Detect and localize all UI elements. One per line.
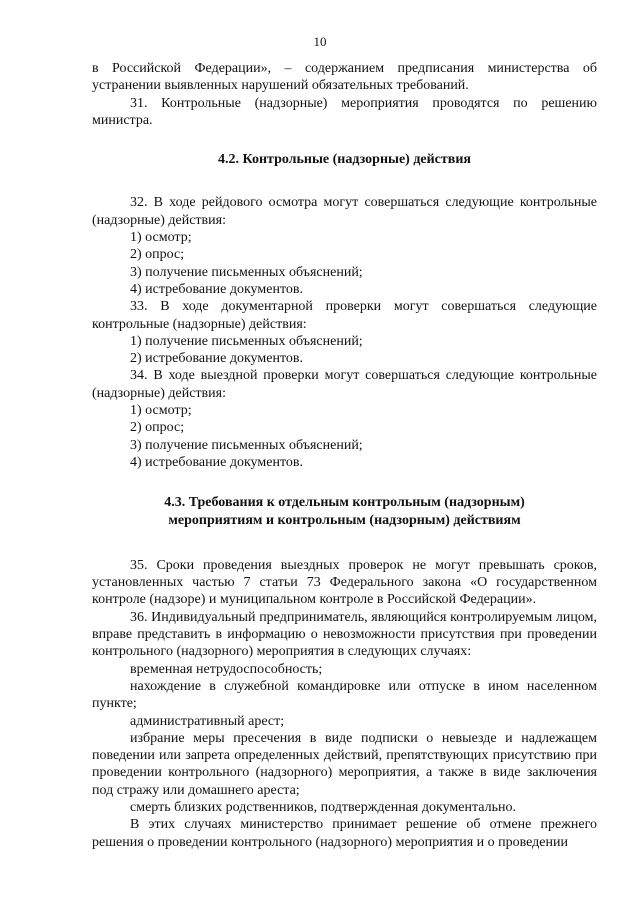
- paragraph: В этих случаях министерство принимает решение об отмене прежнего решения о проведении контрольного (надзорного) мероприятия и о проведении: [92, 817, 597, 850]
- spacer: [92, 529, 597, 557]
- spacer: [92, 129, 597, 151]
- list-item: 4) истребование документов.: [130, 454, 303, 470]
- list-item: 1) осмотр;: [130, 403, 192, 419]
- document-body: [92, 60, 597, 851]
- paragraph: 35. Сроки проведения выездных проверок не могут превышать сроков, установленных частью 7 статьи 73 Федерального закона «О государственном контроле (надзоре) и муниципальном контроле в Российской Федерации».: [92, 557, 597, 608]
- spacer: [92, 168, 597, 194]
- list-item: смерть близких родственников, подтвержденная документально.: [130, 799, 516, 815]
- page-number: 10: [313, 34, 327, 49]
- section-heading: 4.3. Требования к отдельным контрольным (надзорным): [164, 495, 525, 511]
- spacer: [92, 471, 597, 494]
- list-item: 3) получение письменных объяснений;: [130, 437, 363, 453]
- section-heading: мероприятиям и контрольным (надзорным) действиям: [168, 512, 521, 528]
- paragraph: 36. Индивидуальный предприниматель, являющийся контролируемым лицом, вправе представить в информацию о невозможности присутствия при проведении контрольного (надзорного) мероприятия в следующих случаях:: [92, 609, 597, 660]
- list-item: 1) получение письменных объяснений;: [130, 333, 363, 349]
- list-item: 2) опрос;: [130, 420, 185, 436]
- section-heading: 4.2. Контрольные (надзорные) действия: [218, 152, 471, 168]
- paragraph: избрание меры пресечения в виде подписки о невыезде и надлежащем поведении или запрета определенных действий, препятствующих присутствию при проведении контрольного (надзорного) мероприятия, а также в виде заключения под стражу или домашнего ареста;: [92, 730, 597, 798]
- paragraph: 32. В ходе рейдового осмотра могут совершаться следующие контрольные (надзорные) действия:: [92, 195, 597, 228]
- list-item: 3) получение письменных объяснений;: [130, 264, 363, 280]
- paragraph: в Российской Федерации», – содержанием предписания министерства об устранении выявленных нарушений обязательных требований.: [92, 61, 597, 94]
- paragraph: нахождение в служебной командировке или отпуске в ином населенном пункте;: [92, 678, 597, 712]
- list-item: 2) опрос;: [130, 247, 185, 263]
- paragraph: 31. Контрольные (надзорные) мероприятия проводятся по решению министра.: [92, 95, 597, 128]
- list-item: временная нетрудоспособность;: [130, 661, 323, 677]
- list-item: 2) истребование документов.: [130, 351, 303, 367]
- paragraph: 33. В ходе документарной проверки могут совершаться следующие контрольные (надзорные) действия:: [92, 299, 597, 332]
- paragraph: 34. В ходе выездной проверки могут совершаться следующие контрольные (надзорные) действия:: [92, 368, 597, 401]
- list-item: 4) истребование документов.: [130, 281, 303, 297]
- list-item: 1) осмотр;: [130, 230, 192, 246]
- list-item: административный арест;: [130, 713, 285, 729]
